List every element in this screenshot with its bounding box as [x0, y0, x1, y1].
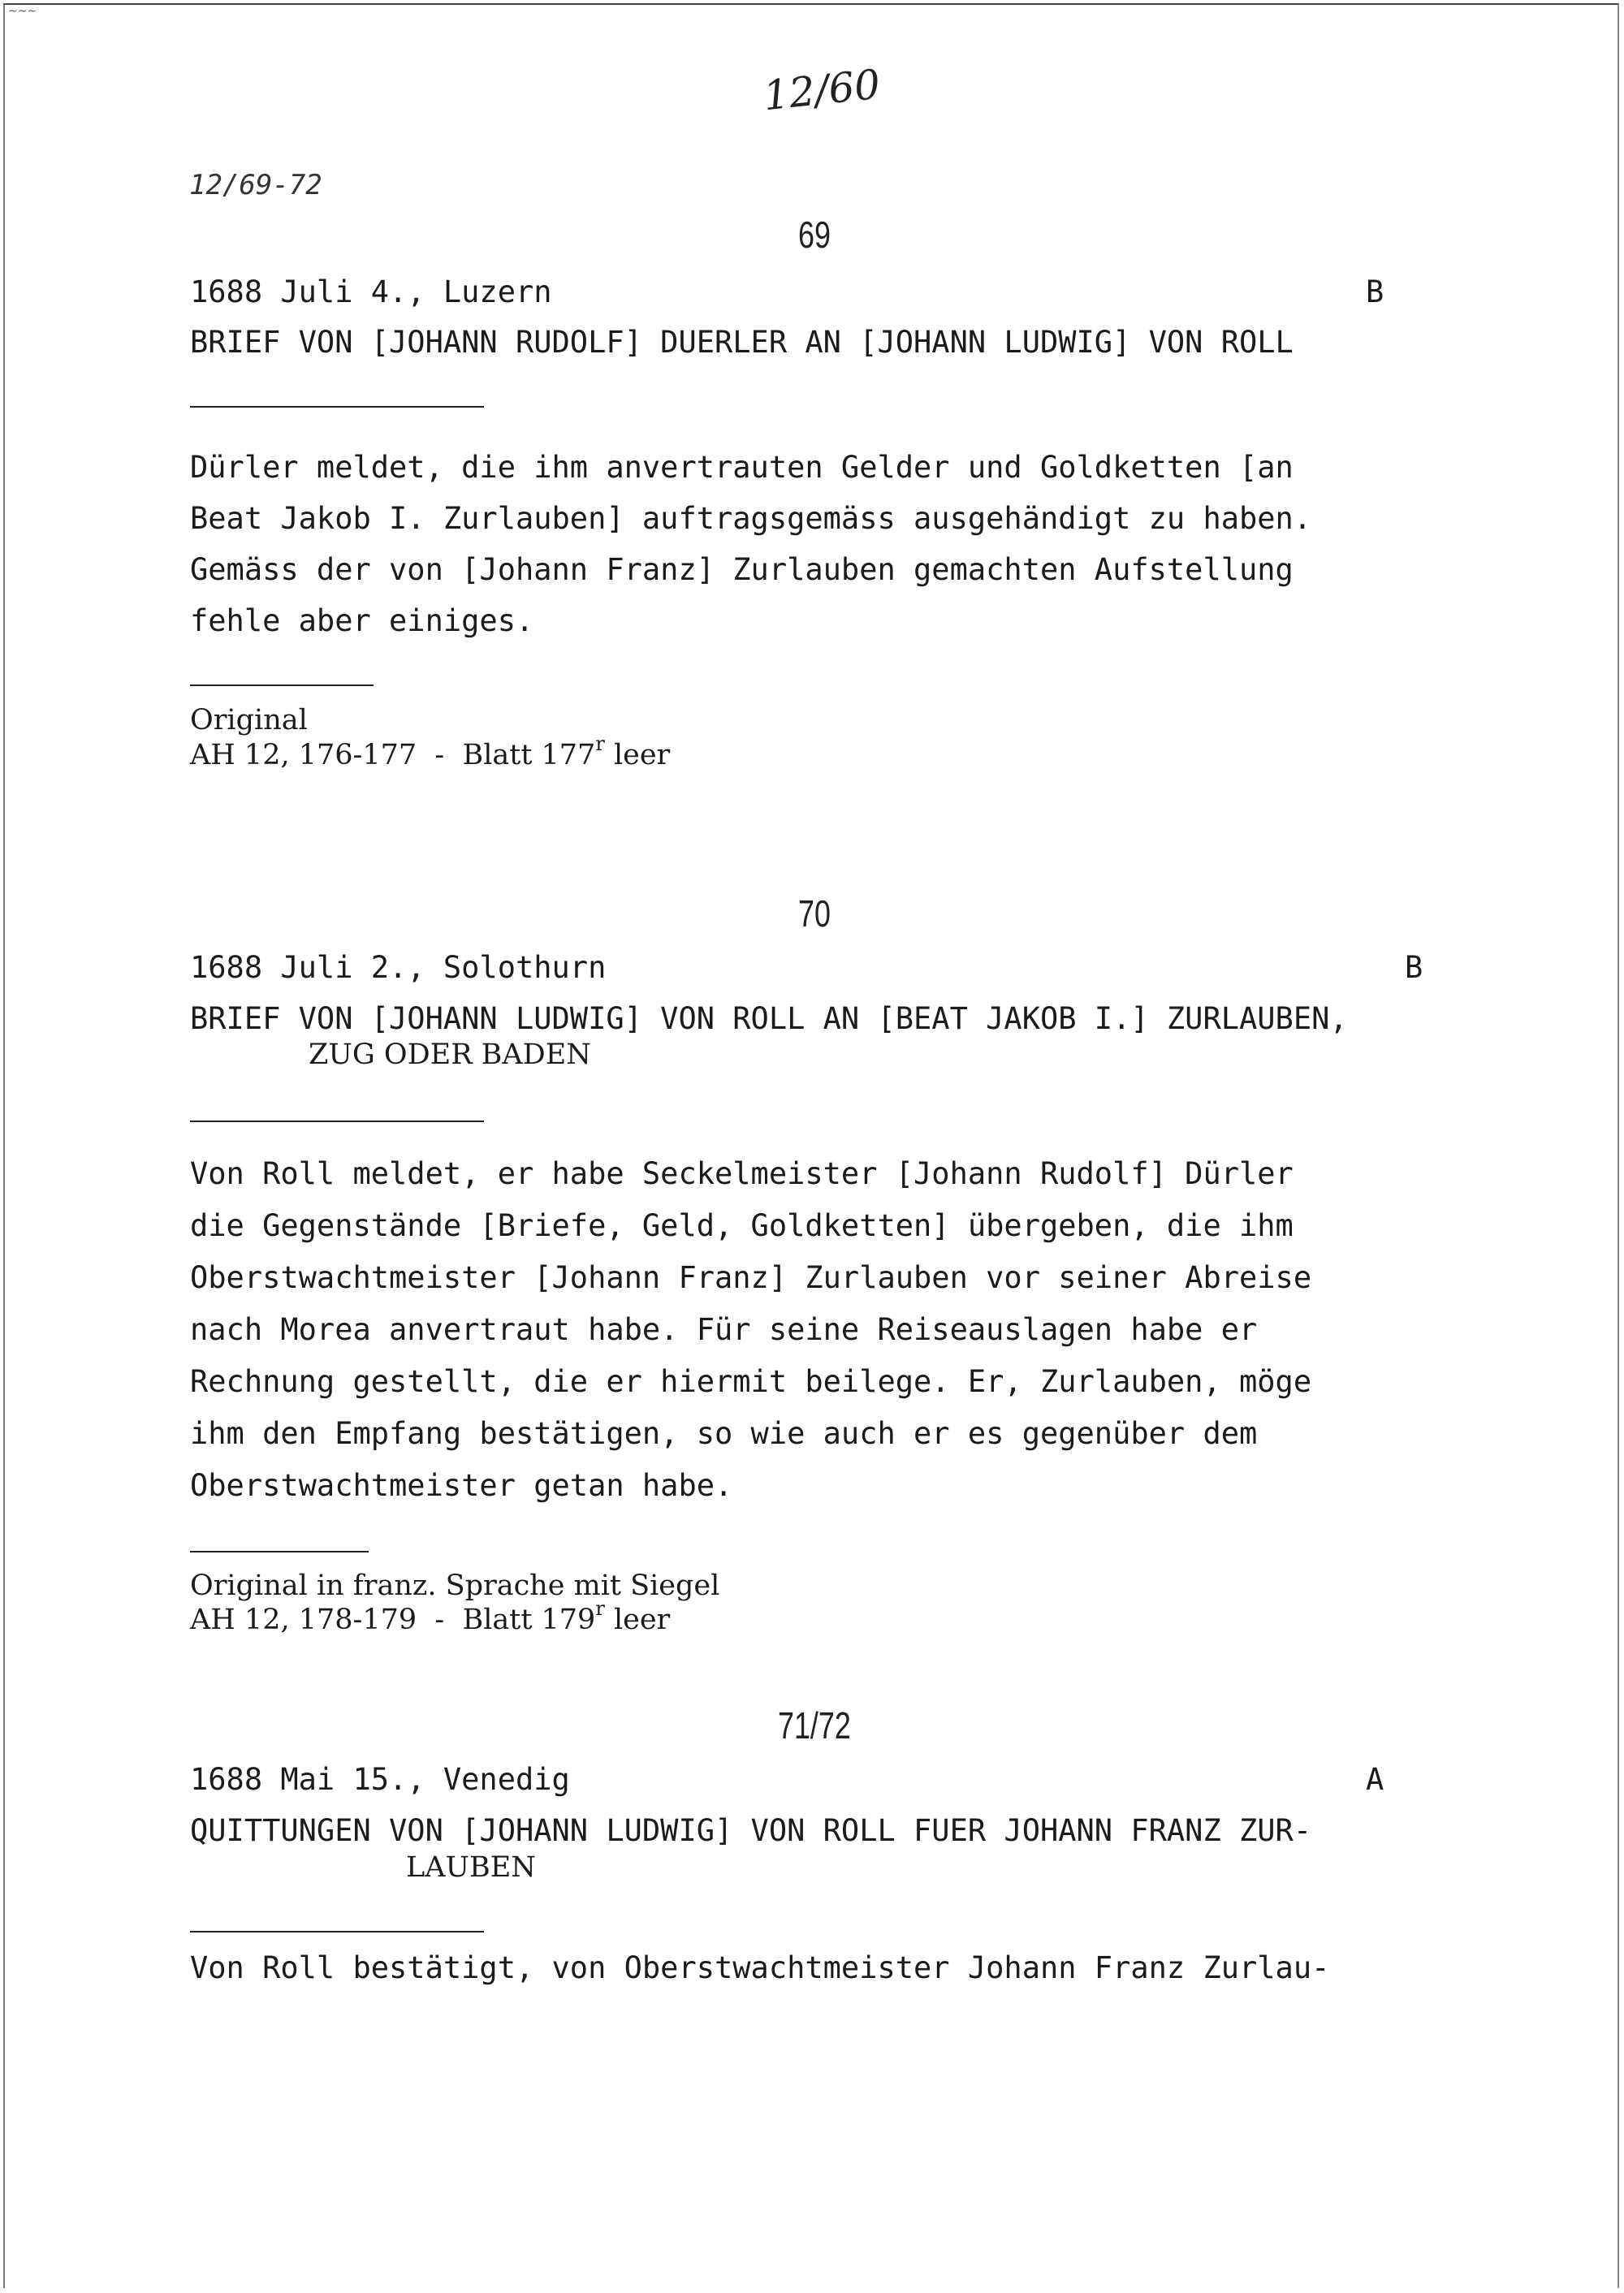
- summary-line: Dürler meldet, die ihm anvertrauten Gelder und Goldketten [an: [190, 450, 1294, 485]
- summary-line: fehle aber einiges.: [190, 603, 534, 638]
- summary-line: Beat Jakob I. Zurlauben] auftragsgemäss ausgehändigt zu haben.: [190, 501, 1312, 536]
- summary-line: Oberstwachtmeister [Johann Franz] Zurlauben vor seiner Abreise: [190, 1260, 1312, 1295]
- summary-line: die Gegenstände [Briefe, Geld, Goldketten] übergeben, die ihm: [190, 1208, 1294, 1243]
- source-reference: AH 12, 176-177 - Blatt 177$^r$ leer: [190, 732, 671, 771]
- summary-line: Gemäss der von [Johann Franz] Zurlauben gemachten Aufstellung: [190, 552, 1294, 587]
- summary-line: Oberstwachtmeister getan habe.: [190, 1468, 733, 1503]
- reference-number: 12/69-72: [189, 169, 322, 201]
- summary-line: Von Roll meldet, er habe Seckelmeister [Johann Rudolf] Dürler: [190, 1156, 1294, 1191]
- entry-number: 69: [798, 214, 831, 256]
- source-type: Original: [190, 704, 308, 736]
- entry-grade: B: [1405, 950, 1423, 985]
- divider-rule: [190, 1551, 369, 1552]
- entry-title-line: ZUG ODER BADEN: [309, 1039, 591, 1071]
- summary-line: Rechnung gestellt, die er hiermit beilege. Er, Zurlauben, möge: [190, 1364, 1312, 1399]
- entry-date-place: 1688 Mai 15., Venedig: [190, 1762, 570, 1797]
- entry-number: 71/72: [778, 1704, 851, 1747]
- handwritten-folio-number: 12/60: [761, 60, 883, 120]
- entry-title-line: LAUBEN: [406, 1851, 536, 1884]
- entry-title-line: BRIEF VON [JOHANN LUDWIG] VON ROLL AN [BEAT JAKOB I.] ZURLAUBEN,: [190, 1001, 1348, 1036]
- summary-line: Von Roll bestätigt, von Oberstwachtmeister Johann Franz Zurlau-: [190, 1950, 1330, 1985]
- entry-grade: B: [1366, 274, 1384, 309]
- entry-date-place: 1688 Juli 4., Luzern: [190, 274, 552, 309]
- divider-rule: [190, 1931, 484, 1932]
- divider-rule: [190, 684, 374, 686]
- entry-title-line: QUITTUNGEN VON [JOHANN LUDWIG] VON ROLL FUER JOHANN FRANZ ZUR-: [190, 1813, 1312, 1848]
- entry-grade: A: [1366, 1762, 1384, 1797]
- summary-line: ihm den Empfang bestätigen, so wie auch er es gegenüber dem: [190, 1416, 1258, 1451]
- source-type: Original in franz. Sprache mit Siegel: [190, 1570, 720, 1602]
- source-reference: AH 12, 178-179 - Blatt 179$^r$ leer: [190, 1597, 671, 1636]
- corner-mark: ~~~: [8, 5, 37, 18]
- summary-line: nach Morea anvertraut habe. Für seine Reiseauslagen habe er: [190, 1312, 1258, 1347]
- entry-date-place: 1688 Juli 2., Solothurn: [190, 950, 607, 985]
- entry-title-line: BRIEF VON [JOHANN RUDOLF] DUERLER AN [JOHANN LUDWIG] VON ROLL: [190, 325, 1294, 360]
- divider-rule: [190, 406, 484, 408]
- divider-rule: [190, 1121, 484, 1122]
- entry-number: 70: [798, 892, 831, 935]
